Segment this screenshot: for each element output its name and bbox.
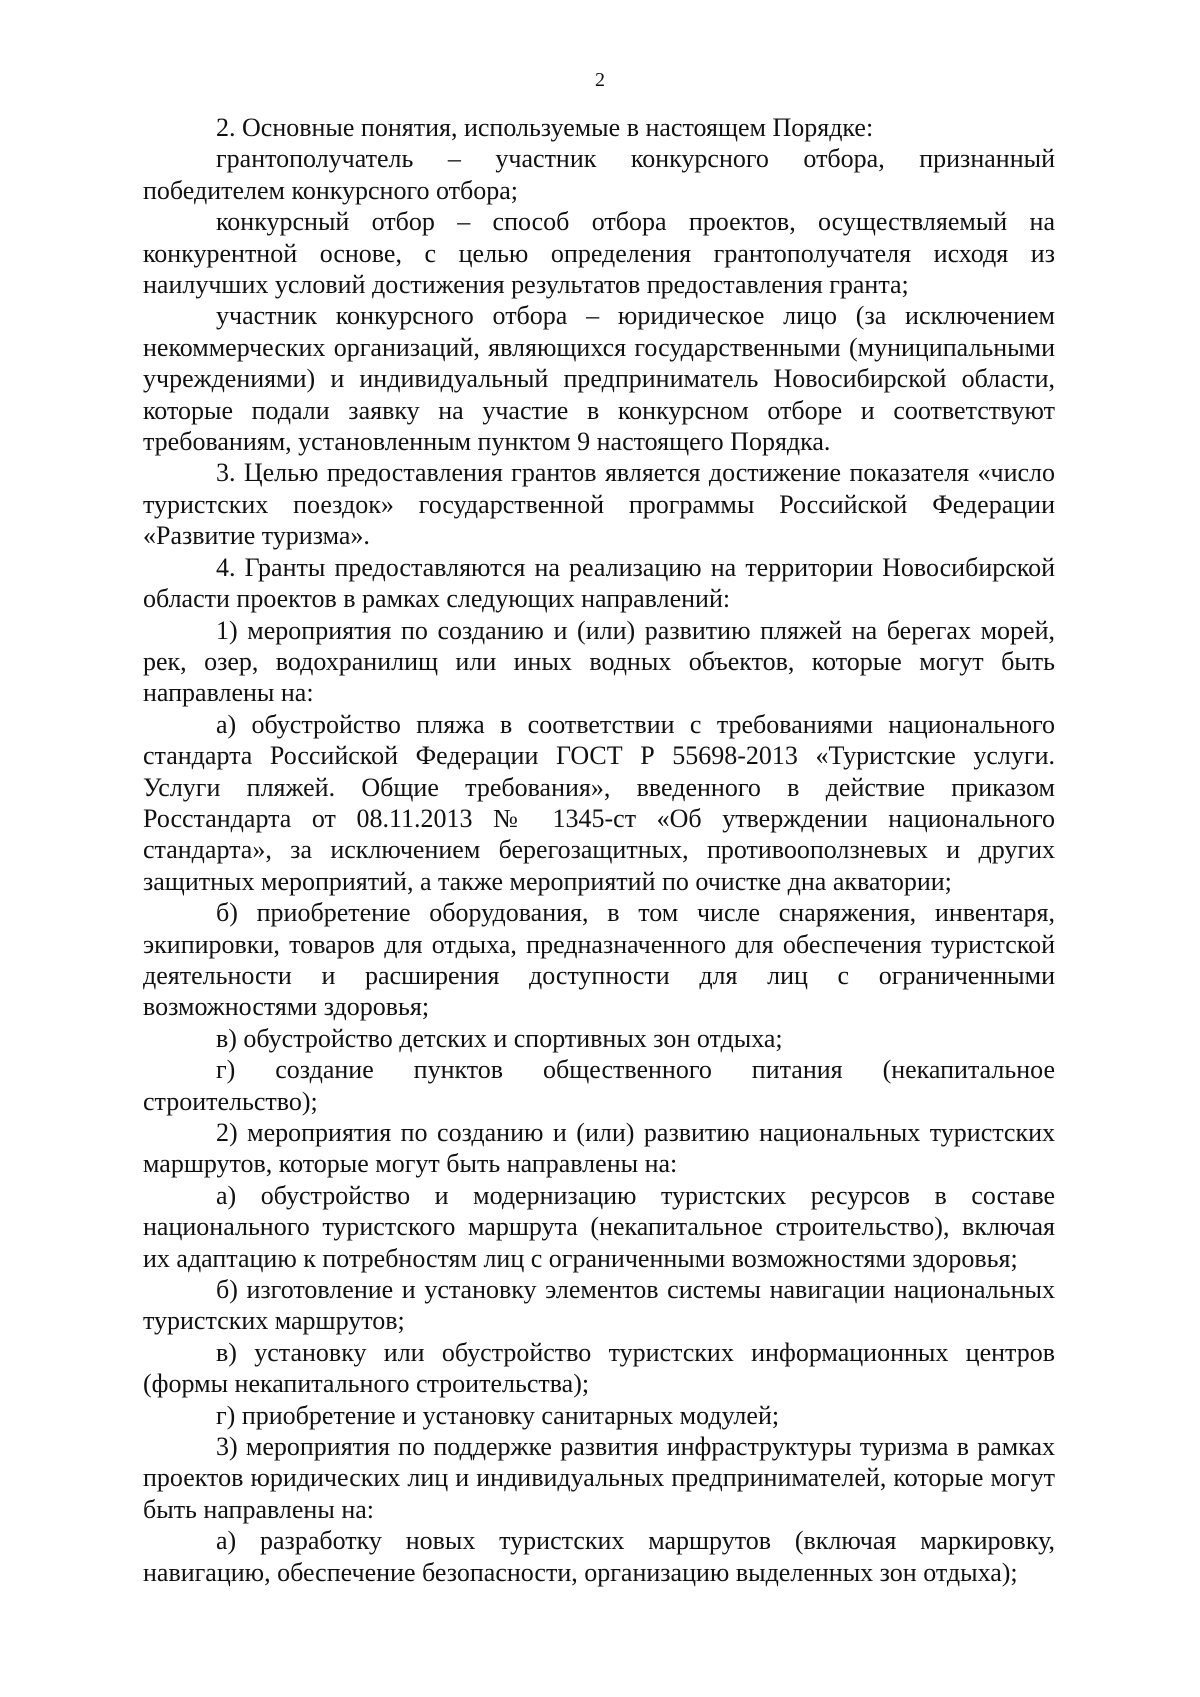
- paragraph-item-1v: в) обустройство детских и спортивных зон отдыха;: [216, 1023, 783, 1053]
- paragraph-item-1: 1) мероприятия по созданию и (или) развитию пляжей на берегах морей, рек, озер, водохранилищ или иных водных объектов, которые могут быть направлены на:: [143, 615, 1055, 708]
- paragraph-definition-grant-recipient: грантополучатель – участник конкурсного отбора, признанный победителем конкурсного отбора;: [143, 144, 1055, 205]
- paragraph-item-2g: г) приобретение и установку санитарных модулей;: [216, 1400, 780, 1430]
- paragraph-item-2b: б) изготовление и установку элементов системы навигации национальных туристских маршрутов;: [143, 1275, 1055, 1336]
- paragraph-section-4: 4. Гранты предоставляются на реализацию на территории Новосибирской области проектов в рамках следующих направлений:: [143, 552, 1055, 614]
- document-body: [143, 112, 1055, 1588]
- paragraph-item-2a: а) обустройство и модернизацию туристских ресурсов в составе национального туристского маршрута (некапитальное строительство), включая их адаптацию к потребностям лиц с ограниченными возможностями здоровья;: [143, 1180, 1055, 1273]
- page-number: 2: [595, 69, 605, 91]
- paragraph-section-3: 3. Целью предоставления грантов является достижение показателя «число туристских поездок» государственной программы Российской Федерации «Развитие туризма».: [143, 458, 1055, 551]
- paragraph-item-3a: а) разработку новых туристских маршрутов (включая маркировку, навигацию, обеспечение безопасности, организацию выделенных зон отдыха);: [143, 1526, 1055, 1587]
- paragraph-definition-participant: участник конкурсного отбора – юридическое лицо (за исключением некоммерческих организаций, являющихся государственными (муниципальными учреждениями) и индивидуальный предприниматель Новосибирской области, которые подали заявку на участие в конкурсном отборе и соответствуют требованиям, установленным пунктом 9 настоящего Порядка.: [143, 301, 1055, 457]
- paragraph-item-1g: г) создание пунктов общественного питания (некапитальное строительство);: [143, 1055, 1055, 1116]
- paragraph-item-2: 2) мероприятия по созданию и (или) развитию национальных туристских маршрутов, которые могут быть направлены на:: [143, 1118, 1055, 1179]
- paragraph-item-3: 3) мероприятия по поддержке развития инфраструктуры туризма в рамках проектов юридических лиц и индивидуальных предпринимателей, которые могут быть направлены на:: [143, 1432, 1055, 1524]
- paragraph-item-1a: а) обустройство пляжа в соответствии с требованиями национального стандарта Российской Федерации ГОСТ Р 55698-2013 «Туристские услуги. Услуги пляжей. Общие требования», введенного в действие приказом Росстандарта от 08.11.2013 № 1345-ст «Об утверждении национального стандарта», за исключением берегозащитных, противооползневых и других защитных мероприятий, а также мероприятий по очистке дна акватории;: [143, 709, 1055, 896]
- paragraph-section-2-title: 2. Основные понятия, используемые в настоящем Порядке:: [216, 113, 874, 142]
- paragraph-item-1b: б) приобретение оборудования, в том числе снаряжения, инвентаря, экипировки, товаров для отдыха, предназначенного для обеспечения туристской деятельности и расширения доступности для лиц с ограниченными возможностями здоровья;: [143, 898, 1055, 1022]
- paragraph-item-2v: в) установку или обустройство туристских информационных центров (формы некапитального строительства);: [143, 1337, 1055, 1399]
- paragraph-definition-competitive-selection: конкурсный отбор – способ отбора проектов, осуществляемый на конкурентной основе, с целью определения грантополучателя исходя из наилучших условий достижения результатов предоставления гранта;: [143, 207, 1055, 300]
